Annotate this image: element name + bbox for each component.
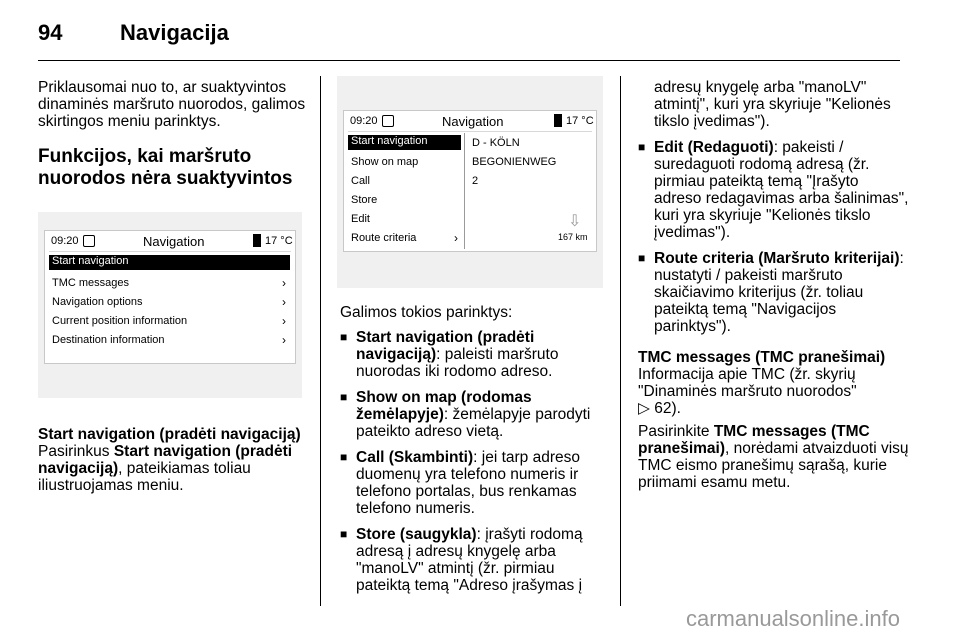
page-number: 94	[38, 20, 63, 45]
list-item: ■ Start navigation (pradėti navigaciją): paleisti maršruto nuorodas iki rodomo adreso.	[340, 329, 612, 380]
column-3	[638, 79, 910, 491]
options-list	[340, 329, 612, 594]
address-street: BEGONIENWEG	[472, 156, 557, 168]
page-title: Navigacija	[120, 20, 229, 45]
clock-time: 09:20	[350, 115, 378, 127]
phone-battery-icon	[554, 114, 562, 127]
page-header	[0, 0, 960, 62]
continued-text: adresų knygelę arba "manoLV" atmintį", kuri yra skyriuje "Kelionės tikslo įvedimas").	[654, 79, 891, 130]
header-rule	[38, 60, 900, 61]
clock-icon	[83, 235, 95, 247]
list-item: ■ Store (saugykla): įrašyti rodomą adresą į adresų knygelę arba "manoLV" atmintį (žr. pirmiau pateiktą temą "Adreso įrašymas į	[340, 526, 612, 594]
chevron-right-icon: ›	[282, 276, 286, 290]
screen-2-status-bar	[344, 111, 596, 131]
menu-item-navigation-options[interactable]: Navigation options	[52, 296, 143, 308]
menu-item-call[interactable]: Call	[351, 175, 370, 187]
chevron-right-icon: ›	[282, 333, 286, 347]
screen-1-frame	[38, 212, 302, 398]
menu-item-store[interactable]: Store	[351, 194, 378, 206]
list-item: ■ Edit (Redaguoti): pakeisti / suredaguoti rodomą adresą (žr. pirmiau pateiktą temą "Įrašyto adreso redagavimas arba šalinimas", kuri yra skyriuje "Kelionės tikslo įvedimas").	[638, 139, 910, 241]
temperature: 17 °C	[265, 235, 293, 247]
column-divider-2	[620, 76, 621, 606]
page-ref-arrow-icon: ▷	[638, 400, 650, 417]
clock-time: 09:20	[51, 235, 79, 247]
start-navigation-text: Pasirinkus Start navigation (pradėti navigaciją), pateikiamas toliau iliustruojamas meniu.	[38, 443, 293, 494]
phone-battery-icon	[253, 234, 261, 247]
nav-screen-2	[343, 110, 597, 252]
tmc-heading: TMC messages (TMC pranešimai)	[638, 349, 886, 366]
screen-2-frame	[337, 76, 603, 288]
screen-title: Navigation	[442, 114, 504, 129]
menu-item-edit[interactable]: Edit	[351, 213, 370, 225]
clock-icon	[382, 115, 394, 127]
column-2	[340, 304, 612, 603]
title-separator	[348, 131, 592, 132]
chevron-right-icon: ›	[282, 314, 286, 328]
list-item: ■ Route criteria (Maršruto kriterijai): nustatyti / pakeisti maršruto skaičiavimo kriterijus (žr. toliau pateiktą temą "Navigacijos parinktys").	[638, 250, 910, 335]
menu-item-start-navigation[interactable]: Start navigation	[348, 135, 461, 150]
options-list-continued	[638, 139, 910, 335]
title-separator	[49, 251, 291, 252]
menu-item-route-criteria[interactable]: Route criteria	[351, 232, 417, 244]
menu-item-show-on-map[interactable]: Show on map	[351, 156, 419, 168]
distance: 167 km	[558, 232, 588, 242]
chevron-right-icon: ›	[282, 295, 286, 309]
menu-item-destination-info[interactable]: Destination information	[52, 334, 165, 346]
menu-item-tmc-messages[interactable]: TMC messages	[52, 277, 130, 289]
list-item: ■ Show on map (rodomas žemėlapyje): žemėlapyje parodyti pateikto adreso vietą.	[340, 389, 612, 440]
chevron-right-icon: ›	[454, 231, 458, 245]
list-item: ■ Call (Skambinti): jei tarp adreso duomenų yra telefono numeris ir telefono portalas, bus renkamas telefono numeris.	[340, 449, 612, 517]
pane-separator	[464, 133, 465, 249]
arrow-down-icon: ⇩	[568, 213, 582, 230]
screen-title: Navigation	[143, 234, 205, 249]
menu-item-current-position[interactable]: Current position information	[52, 315, 188, 327]
options-intro: Galimos tokios parinktys:	[340, 304, 513, 321]
column-divider-1	[320, 76, 321, 606]
menu-item-start-navigation[interactable]: Start navigation	[49, 255, 290, 270]
address-city: D - KÖLN	[472, 137, 520, 149]
nav-screen-1	[44, 230, 296, 364]
intro-paragraph: Priklausomai nuo to, ar suaktyvintos dinaminės maršruto nuorodos, galimos skirtingos meniu parinktys.	[38, 79, 306, 130]
tmc-instructions: Pasirinkite TMC messages (TMC pranešimai), norėdami atvaizduoti visų TMC eismo pranešimų sąrašą, kurie priimami esamu metu.	[638, 423, 909, 491]
column-1-bottom	[38, 426, 308, 494]
temperature: 17 °C	[566, 115, 594, 127]
section-heading: Funkcijos, kai maršruto nuorodos nėra suaktyvintos	[38, 146, 293, 189]
screen-1-status-bar	[45, 231, 295, 251]
watermark: carmanualsonline.info	[685, 606, 900, 631]
column-1	[38, 79, 308, 190]
tmc-info: Informacija apie TMC (žr. skyrių "Dinaminės maršruto nuorodos" ▷ 62).	[638, 366, 857, 417]
address-number: 2	[472, 175, 479, 187]
start-navigation-heading: Start navigation (pradėti navigaciją)	[38, 426, 301, 443]
